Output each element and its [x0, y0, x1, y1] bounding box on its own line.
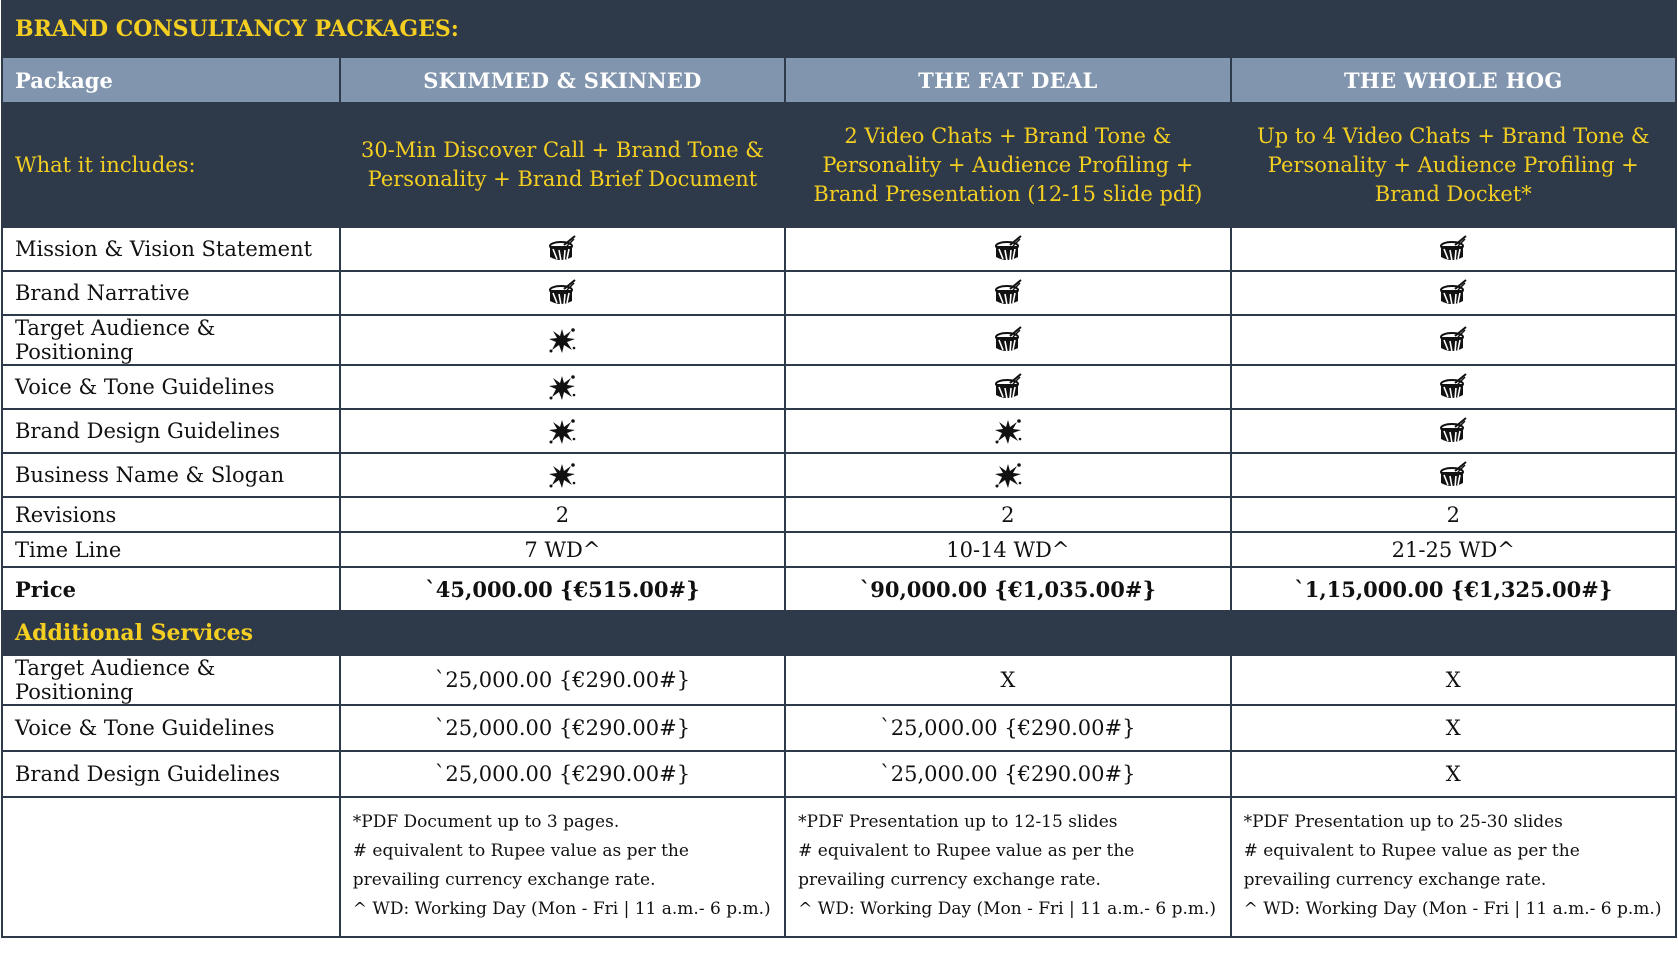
drum-icon: [1438, 417, 1468, 445]
note-line: *PDF Presentation up to 12-15 slides: [798, 812, 1118, 832]
feature-cell: [785, 315, 1230, 365]
timeline-value: 7 WD^: [340, 532, 785, 567]
drum-icon: [1438, 326, 1468, 354]
notes-cell: [340, 797, 785, 937]
price-row: [2, 567, 1676, 611]
feature-cell: [340, 227, 785, 271]
additional-services-title: Additional Services: [2, 611, 1676, 655]
features-body: [2, 227, 1676, 497]
additional-value: `25,000.00 {€290.00#}: [340, 705, 785, 751]
additional-value: `25,000.00 {€290.00#}: [340, 655, 785, 705]
row-label: Mission & Vision Statement: [2, 227, 340, 271]
timeline-value: 21-25 WD^: [1231, 532, 1676, 567]
notes-row: [2, 797, 1676, 937]
notes-empty-cell: [2, 797, 340, 937]
drum-icon: [993, 326, 1023, 354]
row-label: Voice & Tone Guidelines: [2, 705, 340, 751]
note-line: # equivalent to Rupee value as per the prevailing currency exchange rate.: [1243, 841, 1580, 890]
additional-value: `25,000.00 {€290.00#}: [785, 705, 1230, 751]
title-row: [2, 1, 1676, 57]
feature-cell: [1231, 315, 1676, 365]
row-label: Time Line: [2, 532, 340, 567]
splat-icon: [547, 461, 577, 489]
note-line: *PDF Presentation up to 25-30 slides: [1243, 812, 1563, 832]
feature-cell: [1231, 365, 1676, 409]
feature-row: [2, 227, 1676, 271]
feature-cell: [340, 315, 785, 365]
feature-cell: [785, 227, 1230, 271]
feature-cell: [785, 409, 1230, 453]
note-line: *PDF Document up to 3 pages.: [352, 812, 620, 832]
package-name: SKIMMED & SKINNED: [340, 57, 785, 103]
feature-cell: [785, 365, 1230, 409]
row-label: Voice & Tone Guidelines: [2, 365, 340, 409]
feature-row: [2, 409, 1676, 453]
drum-icon: [547, 279, 577, 307]
drum-icon: [1438, 461, 1468, 489]
feature-row: [2, 365, 1676, 409]
note-line: ^ WD: Working Day (Mon - Fri | 11 a.m.- 6 p.m.): [352, 899, 771, 919]
additional-value: `25,000.00 {€290.00#}: [340, 751, 785, 797]
note-line: ^ WD: Working Day (Mon - Fri | 11 a.m.- 6 p.m.): [1243, 899, 1662, 919]
additional-row: [2, 705, 1676, 751]
row-label: Business Name & Slogan: [2, 453, 340, 497]
drum-icon: [993, 235, 1023, 263]
splat-icon: [547, 326, 577, 354]
feature-cell: [1231, 227, 1676, 271]
additional-row: [2, 655, 1676, 705]
feature-row: [2, 271, 1676, 315]
header-row: [2, 57, 1676, 103]
splat-icon: [993, 417, 1023, 445]
drum-icon: [547, 235, 577, 263]
feature-cell: [1231, 271, 1676, 315]
feature-cell: [785, 271, 1230, 315]
row-label: Target Audience & Positioning: [2, 655, 340, 705]
feature-cell: [340, 271, 785, 315]
feature-cell: [340, 453, 785, 497]
additional-value: X: [785, 655, 1230, 705]
row-label: Brand Design Guidelines: [2, 409, 340, 453]
includes-value: 30-Min Discover Call + Brand Tone & Personality + Brand Brief Document: [340, 103, 785, 227]
package-name: THE FAT DEAL: [785, 57, 1230, 103]
revisions-row: [2, 497, 1676, 532]
header-label: Package: [2, 57, 340, 103]
price-value: `90,000.00 {€1,035.00#}: [785, 567, 1230, 611]
feature-cell: [340, 365, 785, 409]
revisions-value: 2: [340, 497, 785, 532]
feature-cell: [1231, 453, 1676, 497]
splat-icon: [547, 373, 577, 401]
timeline-value: 10-14 WD^: [785, 532, 1230, 567]
packages-table: [1, 0, 1677, 938]
additional-value: X: [1231, 705, 1676, 751]
price-value: `1,15,000.00 {€1,325.00#}: [1231, 567, 1676, 611]
drum-icon: [993, 279, 1023, 307]
row-label: Price: [2, 567, 340, 611]
feature-cell: [1231, 409, 1676, 453]
feature-cell: [340, 409, 785, 453]
includes-value: Up to 4 Video Chats + Brand Tone & Personality + Audience Profiling + Brand Docket*: [1231, 103, 1676, 227]
drum-icon: [1438, 235, 1468, 263]
note-line: ^ WD: Working Day (Mon - Fri | 11 a.m.- 6 p.m.): [798, 899, 1217, 919]
row-label: Target Audience & Positioning: [2, 315, 340, 365]
drum-icon: [1438, 373, 1468, 401]
price-value: `45,000.00 {€515.00#}: [340, 567, 785, 611]
revisions-value: 2: [785, 497, 1230, 532]
row-label: Brand Design Guidelines: [2, 751, 340, 797]
additional-row: [2, 751, 1676, 797]
drum-icon: [993, 373, 1023, 401]
note-line: # equivalent to Rupee value as per the prevailing currency exchange rate.: [798, 841, 1135, 890]
additional-value: X: [1231, 751, 1676, 797]
timeline-row: [2, 532, 1676, 567]
row-label: Brand Narrative: [2, 271, 340, 315]
feature-cell: [785, 453, 1230, 497]
includes-value: 2 Video Chats + Brand Tone & Personality + Audience Profiling + Brand Presentation (12-15 slide pdf): [785, 103, 1230, 227]
row-label: Revisions: [2, 497, 340, 532]
notes-cell: [1231, 797, 1676, 937]
includes-label: What it includes:: [2, 103, 340, 227]
revisions-value: 2: [1231, 497, 1676, 532]
package-name: THE WHOLE HOG: [1231, 57, 1676, 103]
table-title: BRAND CONSULTANCY PACKAGES:: [2, 1, 1676, 57]
feature-row: [2, 453, 1676, 497]
additional-value: `25,000.00 {€290.00#}: [785, 751, 1230, 797]
drum-icon: [1438, 279, 1468, 307]
includes-row: [2, 103, 1676, 227]
notes-cell: [785, 797, 1230, 937]
splat-icon: [547, 417, 577, 445]
feature-row: [2, 315, 1676, 365]
splat-icon: [993, 461, 1023, 489]
additional-value: X: [1231, 655, 1676, 705]
note-line: # equivalent to Rupee value as per the prevailing currency exchange rate.: [352, 841, 689, 890]
additional-services-header: [2, 611, 1676, 655]
